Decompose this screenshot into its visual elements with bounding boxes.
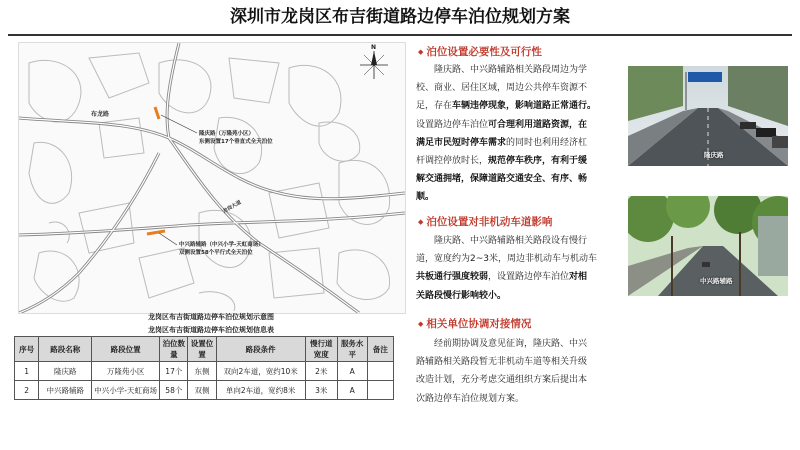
table-cell: 58个 [160, 381, 188, 400]
table-row [15, 362, 394, 381]
section-body-coordination [416, 335, 622, 408]
table-cell: 2米 [305, 362, 337, 381]
col-header: 慢行道宽度 [305, 337, 337, 362]
section-title-impact [418, 214, 552, 229]
compass-north-label: N [371, 44, 377, 51]
page-title: 深圳市龙岗区布吉街道路边停车泊位规划方案 [230, 7, 570, 27]
table-cell: 单向2车道，宽约8米 [216, 381, 305, 400]
planning-map [18, 42, 406, 314]
col-header: 服务水平 [337, 337, 367, 362]
parking-info-table [14, 336, 394, 400]
text-line: 隆庆路、中兴路辅路相关路段周边为学 [434, 65, 588, 75]
text-line: 经前期协调及意见征询，隆庆路、中兴 [434, 339, 588, 349]
section-body-impact [416, 232, 618, 305]
text-line: 满足市民短时停车需求的同时也利用经济杠 [416, 137, 588, 148]
photo-caption: 隆庆路 [704, 151, 724, 159]
col-header: 路段名称 [39, 337, 92, 362]
table-cell: 17个 [160, 362, 188, 381]
text-line: 隆庆路、中兴路辅路相关路段设有慢行 [434, 236, 588, 246]
section-title-text: 泊位设置必要性及可行性 [426, 46, 542, 58]
text-line: 顺。 [416, 192, 435, 203]
map-annotation-2-line2: 双侧设置58个平行式全天泊位 [179, 250, 253, 256]
map-label-buji-road: 布龙路 [91, 111, 110, 118]
col-header: 路段位置 [92, 337, 160, 362]
table-cell: 双向2车道，宽约10米 [216, 362, 305, 381]
table-cell: 中兴路辅路 [39, 381, 92, 400]
section-title-text: 相关单位协调对接情况 [426, 318, 532, 330]
text-line: 校、商业、居住区域，周边公共停车资源不 [416, 83, 588, 94]
diamond-bullet-icon: ◆ [418, 218, 424, 226]
map-label-center-road: 龙岗大道 [222, 199, 243, 215]
text-line: 改造计划，充分考虑交通组织方案后提出本 [416, 375, 588, 386]
col-header: 设置位置 [188, 337, 216, 362]
col-header: 序号 [15, 337, 39, 362]
diamond-bullet-icon: ◆ [418, 48, 424, 56]
text-line: 杆调控停放时长，规范停车秩序，有利于缓 [416, 156, 588, 167]
photo-caption: 中兴路辅路 [700, 277, 733, 285]
table-cell [367, 362, 393, 381]
col-header: 路段条件 [216, 337, 305, 362]
section-body-necessity [416, 61, 618, 207]
table-cell: A [337, 362, 367, 381]
section-title-text: 泊位设置对非机动车道影响 [426, 216, 553, 228]
section-title-coordination [418, 316, 531, 331]
text-line: 设置路边停车泊位可合理利用道路资源，在 [416, 119, 588, 130]
col-header: 泊位数量 [160, 337, 188, 362]
map-annotation-1-line1: 隆庆路（万隆苑小区） [199, 131, 255, 137]
map-drawing [19, 43, 405, 313]
table-cell: 1 [15, 362, 39, 381]
table-cell: 隆庆路 [39, 362, 92, 381]
text-line: 路辅路相关路段暂无非机动车道等相关升级 [416, 357, 588, 368]
table-cell: 中兴小学-天虹商场 [92, 381, 160, 400]
text-line: 解交通拥堵，保障道路交通安全、有序、畅 [416, 174, 588, 185]
table-cell [367, 381, 393, 400]
photo-zhongxing-aux-road [628, 196, 788, 296]
table-caption: 龙岗区布吉街道路边停车泊位规划信息表 [148, 326, 274, 334]
col-header: 备注 [367, 337, 393, 362]
diamond-bullet-icon: ◆ [418, 320, 424, 328]
table-cell: 东侧 [188, 362, 216, 381]
map-annotation-2-line1: 中兴路辅路（中兴小学-天虹商场） [179, 242, 264, 248]
text-line: 关路段慢行影响较小。 [416, 290, 507, 301]
map-annotation-1-line2: 东侧设置17个垂直式全天泊位 [199, 139, 273, 145]
text-line: 次路边停车泊位规划方案。 [416, 393, 525, 404]
section-title-necessity [418, 44, 542, 59]
table-cell: 2 [15, 381, 39, 400]
title-divider [8, 34, 792, 36]
text-line: 共板通行强度较弱，设置路边停车泊位对相 [416, 272, 588, 283]
photo-longqing-road [628, 66, 788, 166]
text-line: 道，宽度约为2~3米，周边非机动车与机动车 [416, 254, 597, 265]
map-caption: 龙岗区布吉街道路边停车泊位规划示意图 [148, 313, 274, 321]
table-row [15, 381, 394, 400]
table-cell: 双侧 [188, 381, 216, 400]
text-line: 足，存在车辆违停现象，影响道路正常通行。 [416, 101, 597, 112]
table-cell: A [337, 381, 367, 400]
table-header-row [15, 337, 394, 362]
table-cell: 3米 [305, 381, 337, 400]
table-cell: 万隆苑小区 [92, 362, 160, 381]
